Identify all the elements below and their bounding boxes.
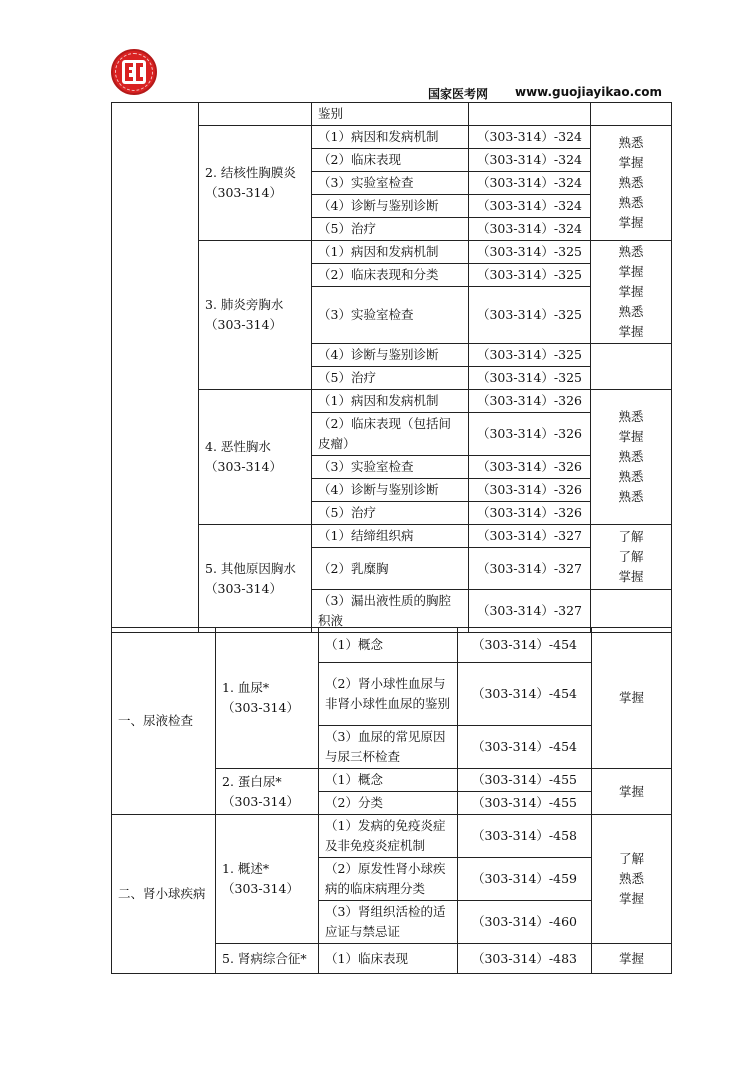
- item-cell: （2）肾小球性血尿与非肾小球性血尿的鉴别: [319, 663, 458, 726]
- item-cell: （3）实验室检查: [312, 456, 469, 479]
- ref-cell: （303-314）-454: [458, 628, 592, 663]
- ref-cell: （303-314）-483: [458, 944, 592, 974]
- ref-cell: （303-314）-454: [458, 663, 592, 726]
- ref-cell: （303-314）-327: [469, 525, 591, 548]
- ref-cell: （303-314）-325: [469, 287, 591, 344]
- item-cell: （2）分类: [319, 792, 458, 815]
- item-cell: （3）实验室检查: [312, 287, 469, 344]
- item-cell: （2）临床表现（包括间皮瘤）: [312, 413, 469, 456]
- section-title-cell: 二、肾小球疾病: [112, 815, 216, 974]
- item-cell: （4）诊断与鉴别诊断: [312, 195, 469, 218]
- item-cell: （3）实验室检查: [312, 172, 469, 195]
- group-title-cell: 5. 其他原因胸水 （303-314）: [199, 525, 312, 633]
- ref-cell: （303-314）-326: [469, 390, 591, 413]
- level-cell: 掌握: [592, 769, 672, 815]
- logo-mark: [122, 60, 146, 84]
- item-cell: （4）诊断与鉴别诊断: [312, 344, 469, 367]
- level-cell: 了解 熟悉 掌握: [592, 815, 672, 944]
- ref-cell: （303-314）-327: [469, 548, 591, 590]
- site-url[interactable]: www.guojiayikao.com: [515, 85, 663, 99]
- item-cell: （1）病因和发病机制: [312, 126, 469, 149]
- level-cell-empty: [591, 344, 672, 390]
- ref-cell: （303-314）-327: [469, 590, 591, 633]
- ref-cell: （303-314）-325: [469, 241, 591, 264]
- item-cell: （1）病因和发病机制: [312, 241, 469, 264]
- ref-cell: （303-314）-326: [469, 413, 591, 456]
- logo: [111, 49, 157, 95]
- ref-cell: （303-314）-326: [469, 456, 591, 479]
- level-cell: 熟悉 掌握 熟悉 熟悉 掌握: [591, 126, 672, 241]
- ref-cell: （303-314）-460: [458, 901, 592, 944]
- syllabus-table-2: [111, 627, 672, 974]
- ref-cell: （303-314）-459: [458, 858, 592, 901]
- item-cell: （2）原发性肾小球疾病的临床病理分类: [319, 858, 458, 901]
- item-cell: （4）诊断与鉴别诊断: [312, 479, 469, 502]
- item-cell: （3）血尿的常见原因与尿三杯检查: [319, 726, 458, 769]
- level-cell: 了解 了解 掌握: [591, 525, 672, 590]
- item-cell: （3）肾组织活检的适应证与禁忌证: [319, 901, 458, 944]
- item-cell: （1）发病的免疫炎症及非免疫炎症机制: [319, 815, 458, 858]
- ref-cell: （303-314）-324: [469, 195, 591, 218]
- level-cell: 掌握: [592, 944, 672, 974]
- ref-cell: （303-314）-326: [469, 502, 591, 525]
- ref-cell: （303-314）-324: [469, 126, 591, 149]
- ref-cell: （303-314）-454: [458, 726, 592, 769]
- level-cell: 熟悉 掌握 熟悉 熟悉 熟悉: [591, 390, 672, 525]
- ref-cell: （303-314）-324: [469, 172, 591, 195]
- site-name: 国家医考网: [428, 87, 489, 101]
- item-cell: （5）治疗: [312, 367, 469, 390]
- table-cell: [591, 103, 672, 126]
- group-title-cell: 1. 血尿* （303-314）: [216, 628, 319, 769]
- ref-cell: （303-314）-324: [469, 218, 591, 241]
- level-cell: 熟悉 掌握 掌握 熟悉 掌握: [591, 241, 672, 344]
- ref-cell: （303-314）-325: [469, 344, 591, 367]
- ref-cell: （303-314）-326: [469, 479, 591, 502]
- group-title-cell: 1. 概述* （303-314）: [216, 815, 319, 944]
- group-cell-continued: [199, 103, 312, 126]
- item-cell: （1）概念: [319, 769, 458, 792]
- section-cell-continued: [112, 103, 199, 633]
- item-cell: （5）治疗: [312, 502, 469, 525]
- item-cell: （3）漏出液性质的胸腔积液: [312, 590, 469, 633]
- ref-cell: （303-314）-455: [458, 792, 592, 815]
- item-cell: （1）概念: [319, 628, 458, 663]
- group-title-cell: 4. 恶性胸水 （303-314）: [199, 390, 312, 525]
- item-cell: （1）病因和发病机制: [312, 390, 469, 413]
- section-title-cell: 一、尿液检查: [112, 628, 216, 815]
- item-cell: （2）临床表现和分类: [312, 264, 469, 287]
- group-title-cell: 2. 蛋白尿* （303-314）: [216, 769, 319, 815]
- item-cell: （5）治疗: [312, 218, 469, 241]
- table-cell: [469, 103, 591, 126]
- ref-cell: （303-314）-324: [469, 149, 591, 172]
- item-cell: （2）乳糜胸: [312, 548, 469, 590]
- item-cell: （1）临床表现: [319, 944, 458, 974]
- group-title-cell: 5. 肾病综合征*: [216, 944, 319, 974]
- ref-cell: （303-314）-325: [469, 367, 591, 390]
- ref-cell: （303-314）-458: [458, 815, 592, 858]
- table-cell: 鉴别: [312, 103, 469, 126]
- group-title-cell: 2. 结核性胸膜炎 （303-314）: [199, 126, 312, 241]
- item-cell: （1）结缔组织病: [312, 525, 469, 548]
- syllabus-table-1: [111, 102, 672, 633]
- ref-cell: （303-314）-455: [458, 769, 592, 792]
- item-cell: （2）临床表现: [312, 149, 469, 172]
- ref-cell: （303-314）-325: [469, 264, 591, 287]
- level-cell: 掌握: [592, 628, 672, 769]
- group-title-cell: 3. 肺炎旁胸水 （303-314）: [199, 241, 312, 390]
